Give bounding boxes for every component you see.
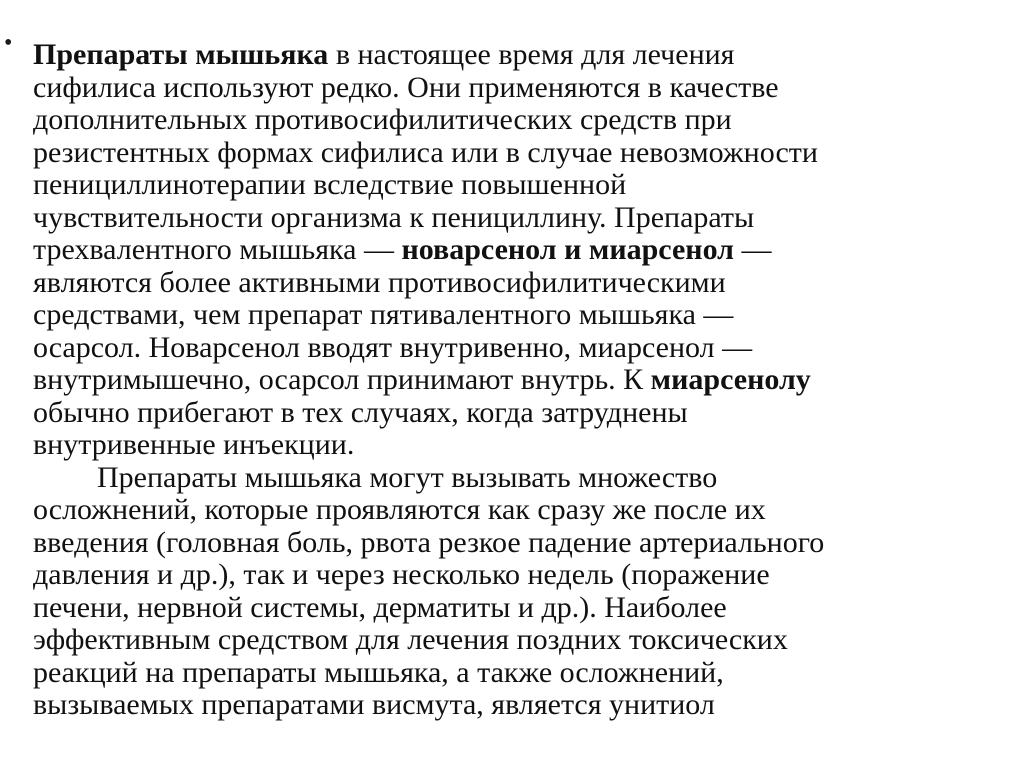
text-line: реакций на препараты мышьяка, а также осложнений, [33, 655, 724, 689]
text-line: внутримышечно, осарсол принимают внутрь. К миарсенолу [33, 363, 811, 396]
text-line: средствами, чем препарат пятивалентного мышьяка — [33, 298, 734, 331]
text-line: являются более активными противосифилитическими [33, 265, 726, 299]
body-text [33, 39, 1008, 722]
bold-term: Препараты мышьяка [33, 38, 329, 71]
text-line: внутривенные инъекции. [33, 428, 355, 461]
text-line: введения (головная боль, рвота резкое падение артериального [33, 525, 825, 559]
text-line: Препараты мышьяка могут вызывать множество [97, 460, 718, 494]
text-line: давления и др.), так и через несколько недель (поражение [33, 558, 770, 591]
text-line: вызываемых препаратами висмута, является унитиол [33, 688, 715, 721]
text-line: Препараты мышьяка в настоящее время для лечения [33, 38, 735, 71]
text-line: обычно прибегают в тех случаях, когда затруднены [33, 395, 688, 429]
text-line: дополнительных противосифилитических средств при [33, 103, 732, 136]
text-line: печени, нервной системы, дерматиты и др.). Наиболее [33, 590, 727, 624]
text-line: осложнений, которые проявляются как сразу же после их [33, 493, 766, 526]
text-line: трехвалентного мышьяка — новарсенол и миарсенол — [33, 233, 772, 266]
text-line: эффективным средством для лечения поздних токсических [33, 623, 788, 656]
text-line: сифилиса используют редко. Они применяются в качестве [33, 70, 779, 104]
bold-term: новарсенол и миарсенол [401, 233, 735, 266]
text-line: резистентных формах сифилиса или в случае невозможности [33, 135, 818, 169]
text-line: осарсол. Новарсенол вводят внутривенно, миарсенол — [33, 330, 753, 364]
bullet-marker: • [4, 30, 13, 56]
bold-term: миарсенолу [650, 363, 811, 396]
text-line: чувствительности организма к пенициллину. Препараты [33, 200, 755, 234]
text-line: пенициллинотерапии вследствие повышенной [33, 168, 627, 201]
